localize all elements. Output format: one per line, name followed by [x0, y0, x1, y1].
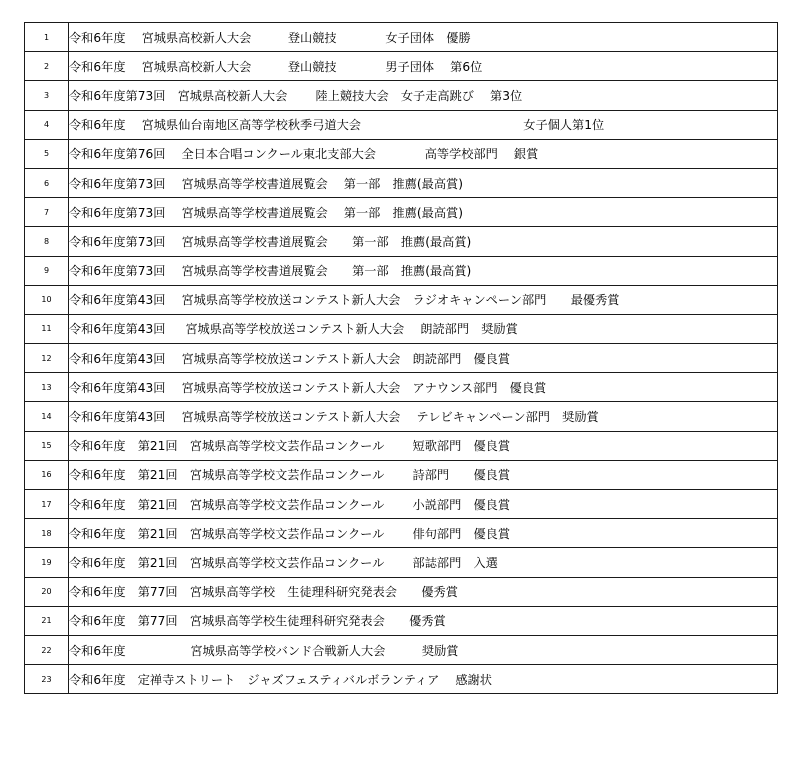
award-description: 令和6年度 第21回 宮城県高等学校文芸作品コンクール 小説部門 優良賞 — [69, 490, 778, 519]
table-row — [25, 519, 778, 548]
table-row — [25, 227, 778, 256]
table-row — [25, 110, 778, 139]
award-description: 令和6年度 宮城県仙台南地区高等学校秋季弓道大会 女子個人第1位 — [69, 110, 778, 139]
table-row — [25, 431, 778, 460]
award-description: 令和6年度 宮城県高校新人大会 登山競技 女子団体 優勝 — [69, 23, 778, 52]
row-number: 12 — [25, 344, 69, 373]
award-description: 令和6年度第43回 宮城県高等学校放送コンテスト新人大会 朗読部門 優良賞 — [69, 344, 778, 373]
row-number: 6 — [25, 168, 69, 197]
row-number: 5 — [25, 139, 69, 168]
table-row — [25, 665, 778, 694]
row-number: 14 — [25, 402, 69, 431]
award-description: 令和6年度第43回 宮城県高等学校放送コンテスト新人大会 テレビキャンペーン部門 奨励賞 — [69, 402, 778, 431]
table-row — [25, 373, 778, 402]
table-row — [25, 606, 778, 635]
row-number: 9 — [25, 256, 69, 285]
row-number: 10 — [25, 285, 69, 314]
row-number: 20 — [25, 577, 69, 606]
table-row — [25, 344, 778, 373]
award-description: 令和6年度第76回 全日本合唱コンクール東北支部大会 高等学校部門 銀賞 — [69, 139, 778, 168]
table-row — [25, 314, 778, 343]
award-description: 令和6年度 第77回 宮城県高等学校 生徒理科研究発表会 優秀賞 — [69, 577, 778, 606]
table-row — [25, 81, 778, 110]
table-row — [25, 23, 778, 52]
row-number: 8 — [25, 227, 69, 256]
table-row — [25, 52, 778, 81]
award-description: 令和6年度 定禅寺ストリート ジャズフェスティバルボランティア 感謝状 — [69, 665, 778, 694]
award-description: 令和6年度 宮城県高校新人大会 登山競技 男子団体 第6位 — [69, 52, 778, 81]
row-number: 2 — [25, 52, 69, 81]
table-row — [25, 168, 778, 197]
awards-table-body — [25, 23, 778, 694]
row-number: 1 — [25, 23, 69, 52]
awards-table — [24, 22, 778, 694]
award-description: 令和6年度第43回 宮城県高等学校放送コンテスト新人大会 朗読部門 奨励賞 — [69, 314, 778, 343]
row-number: 19 — [25, 548, 69, 577]
table-row — [25, 256, 778, 285]
row-number: 17 — [25, 490, 69, 519]
award-description: 令和6年度 第77回 宮城県高等学校生徒理科研究発表会 優秀賞 — [69, 606, 778, 635]
row-number: 11 — [25, 314, 69, 343]
row-number: 7 — [25, 198, 69, 227]
award-description: 令和6年度第73回 宮城県高等学校書道展覧会 第一部 推薦(最高賞) — [69, 198, 778, 227]
row-number: 3 — [25, 81, 69, 110]
row-number: 15 — [25, 431, 69, 460]
award-description: 令和6年度第73回 宮城県高校新人大会 陸上競技大会 女子走高跳び 第3位 — [69, 81, 778, 110]
award-description: 令和6年度第73回 宮城県高等学校書道展覧会 第一部 推薦(最高賞) — [69, 168, 778, 197]
row-number: 13 — [25, 373, 69, 402]
award-description: 令和6年度 宮城県高等学校バンド合戦新人大会 奨励賞 — [69, 635, 778, 664]
table-row — [25, 198, 778, 227]
table-row — [25, 548, 778, 577]
row-number: 23 — [25, 665, 69, 694]
table-row — [25, 635, 778, 664]
award-description: 令和6年度第43回 宮城県高等学校放送コンテスト新人大会 ラジオキャンペーン部門 最優秀賞 — [69, 285, 778, 314]
table-row — [25, 285, 778, 314]
row-number: 18 — [25, 519, 69, 548]
award-description: 令和6年度 第21回 宮城県高等学校文芸作品コンクール 俳句部門 優良賞 — [69, 519, 778, 548]
table-row — [25, 577, 778, 606]
award-description: 令和6年度 第21回 宮城県高等学校文芸作品コンクール 短歌部門 優良賞 — [69, 431, 778, 460]
row-number: 22 — [25, 635, 69, 664]
row-number: 16 — [25, 460, 69, 489]
table-row — [25, 139, 778, 168]
table-row — [25, 490, 778, 519]
award-description: 令和6年度第43回 宮城県高等学校放送コンテスト新人大会 アナウンス部門 優良賞 — [69, 373, 778, 402]
award-description: 令和6年度 第21回 宮城県高等学校文芸作品コンクール 詩部門 優良賞 — [69, 460, 778, 489]
row-number: 21 — [25, 606, 69, 635]
award-description: 令和6年度 第21回 宮城県高等学校文芸作品コンクール 部誌部門 入選 — [69, 548, 778, 577]
table-row — [25, 402, 778, 431]
award-description: 令和6年度第73回 宮城県高等学校書道展覧会 第一部 推薦(最高賞) — [69, 256, 778, 285]
table-row — [25, 460, 778, 489]
row-number: 4 — [25, 110, 69, 139]
award-description: 令和6年度第73回 宮城県高等学校書道展覧会 第一部 推薦(最高賞) — [69, 227, 778, 256]
